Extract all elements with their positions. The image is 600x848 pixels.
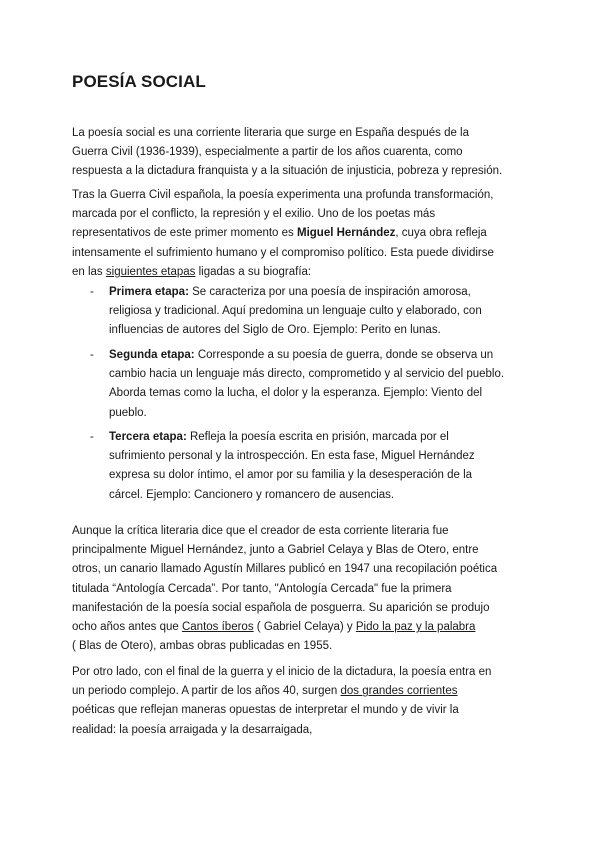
criticism-paragraph: Aunque la crítica literaria dice que el creador de esta corriente literaria fue principalmente Miguel Hernández, junto a Gabriel Celaya y Blas de Otero, entre otros, un canario llamado Agustín Millares publicó en 1947 una recopilación poética titulada “Antología Cercada”. Por tanto, "Antología Cercada" fue la primera manifestación de la poesía social española de posguerra. Su aparición se produjo ocho años antes que Cantos íberos ( Gabriel Celaya) y Pido la paz y la palabra ( Blas de Otero), ambas obras publicadas en 1955.	[72, 525, 498, 653]
cantos-iberos-link[interactable]: Cantos íberos	[181, 621, 254, 634]
intro-line: Guerra Civil (1936-1939), especialmente a partir de los años cuarenta, como	[72, 146, 463, 159]
stage-label: Primera etapa:	[109, 286, 189, 298]
list-bullet: -	[90, 431, 94, 443]
context-line: representativos de este primer momento es Miguel Hernández, cuya obra refleja	[72, 227, 487, 240]
stage-label: Tercera etapa:	[109, 431, 187, 443]
context-line: en las siguientes etapas ligadas a su biografía:	[72, 265, 312, 278]
intro-paragraph	[72, 124, 532, 182]
dos-corrientes-link[interactable]: dos grandes corrientes	[340, 685, 458, 698]
context-line: marcada por el conflicto, la represión y el exilio. Uno de los poetas más	[72, 208, 436, 221]
closing-paragraph: Por otro lado, con el final de la guerra y el inicio de la dictadura, la poesía entra en un periodo complejo. A partir de los años 40, surgen dos grandes corrientes poéticas que reflejan maneras opuestas de interpretar el mundo y de vivir la realidad: la poesía arraigada y la desarraigada,	[72, 666, 492, 736]
stage-label: Segunda etapa:	[109, 349, 195, 361]
pido-la-paz-link[interactable]: Pido la paz y la palabra	[355, 621, 476, 634]
context-line: Tras la Guerra Civil española, la poesía experimenta una profunda transformación,	[72, 189, 494, 201]
list-bullet: -	[90, 286, 94, 298]
intro-line: respuesta a la dictadura franquista y a la situación de injusticia, pobreza y represión.	[72, 165, 503, 178]
stages-link[interactable]: siguientes etapas	[105, 265, 196, 278]
author-name: Miguel Hernández	[297, 227, 396, 240]
context-paragraph	[72, 186, 532, 282]
document-page: POESÍA SOCIAL La poesía social es una corriente literaria que surge en España después de la Guerra Civil (1936-1939), especialmente a partir de los años cuarenta, como respuesta a la dictadura franquista y a la situación de injusticia, pobreza y represión. Tras la Guerra Civil española, la poesía experimenta una profunda transformación, marcada por el conflicto, la represión y el exilio. Uno de los poetas más representativos de este primer momento es Miguel Hernández, cuya obra refleja intensamente el sufrimiento humano y el compromiso político. Esta puede dividirse en las siguientes etapas ligadas a su biografía: - Primera etapa: Se caracteriza por una poesía de inspiración amorosa, religiosa y tradicional. Aquí predomina un lenguaje culto y elaborado, con influencias de autores del Siglo de Oro. Ejemplo: Perito en lunas. - Segunda etapa: Corresponde a su poesía de guerra, donde se observa un cambio hacia un lenguaje más directo, comprometido y al servicio del pueblo. Aborda temas como la lucha, el dolor y la esperanza. Ejemplo: Viento del pueblo. - Tercera etapa: Refleja la poesía escrita en prisión, marcada por el sufrimiento personal y la introspección. En esta fase, Miguel Hernández expresa su dolor íntimo, el amor por su familia y la desesperación de la cárcel. Ejemplo: Cancionero y romancero de ausencias. Aunque la crítica literaria dice que el creador de esta corriente literaria fue principalmente Miguel Hernández, junto a Gabriel Celaya y Blas de Otero, entre otros, un canario llamado Agustín Millares publicó en 1947 una recopilación poética titulada “Antología Cercada”. Por tanto, "Antología Cercada" fue la primera manifestación de la poesía social española de posguerra. Su aparición se produjo ocho años antes que Cantos íberos ( Gabriel Celaya) y Pido la paz y la palabra ( Blas de Otero), ambas obras publicadas en 1955. Por otro lado, con el final de la guerra y el inicio de la dictadura, la poesía entra en un periodo complejo. A partir de los años 40, surgen dos grandes corrientes poéticas que reflejan maneras opuestas de interpretar el mundo y de vivir la realidad: la poesía arraigada y la desarraigada,	[0, 0, 600, 848]
page-title: POESÍA SOCIAL	[72, 72, 206, 91]
context-line: intensamente el sufrimiento humano y el compromiso político. Esta puede dividirse	[72, 246, 494, 259]
list-bullet: -	[90, 349, 94, 361]
intro-line: La poesía social es una corriente literaria que surge en España después de la	[72, 127, 470, 139]
